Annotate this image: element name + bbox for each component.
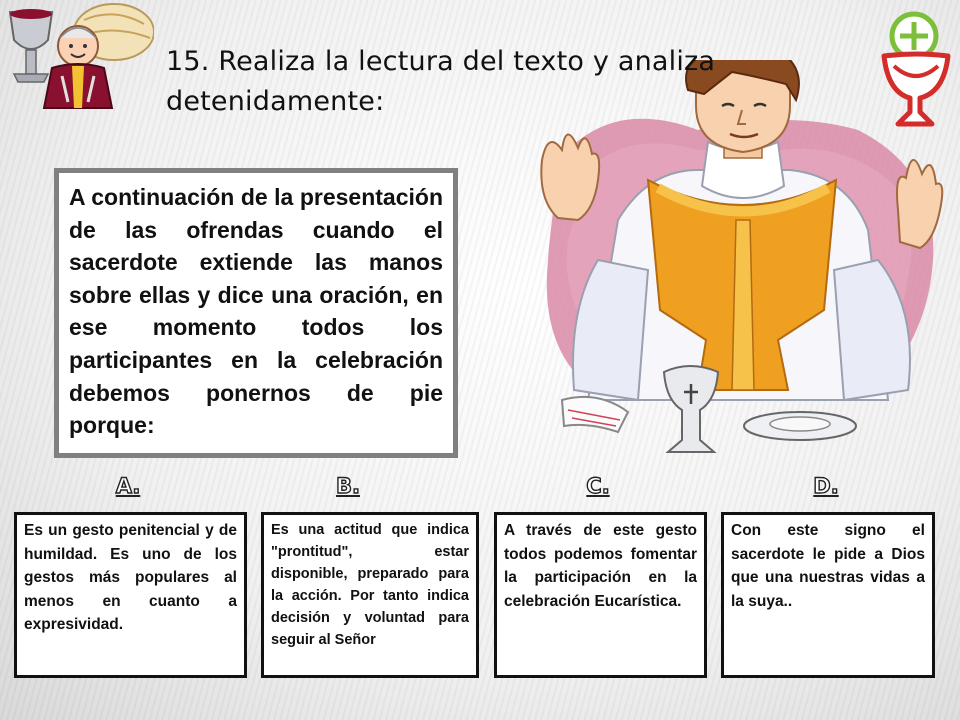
reading-passage-box [54,168,458,458]
option-c-letter[interactable]: C. [586,474,610,498]
option-d-letter[interactable]: D. [813,474,839,498]
cartoon-priest-chalice-icon [4,2,154,110]
option-b-text: Es una actitud que indica "prontitud", estar disponible, preparado para la acción. Por tanto indica decisión y voluntad para seguir al Señor [271,522,469,648]
option-d-box[interactable] [721,512,935,678]
option-a-letter[interactable]: A. [115,474,141,498]
option-a-box[interactable] [14,512,247,678]
option-d-text: Con este signo el sacerdote le pide a Dios que una nuestras vidas a la suya.. [731,522,925,610]
option-c-box[interactable] [494,512,707,678]
reading-passage-text: A continuación de la presentación de las ofrendas cuando el sacerdote extiende las manos sobre ellas y dice una oración, en ese momento todos los participantes en la celebración debemos ponernos de pie porque: [69,184,443,439]
option-c-text: A través de este gesto todos podemos fomentar la participación en la celebración Eucarística. [504,522,697,610]
option-b-box[interactable] [261,512,479,678]
option-a-text: Es un gesto penitencial y de humildad. Es uno de los gestos más populares al menos en cuanto a expresividad. [24,522,237,633]
option-b-letter[interactable]: B. [336,474,360,498]
page-title: 15. Realiza la lectura del texto y analiza detenidamente: [166,46,716,117]
